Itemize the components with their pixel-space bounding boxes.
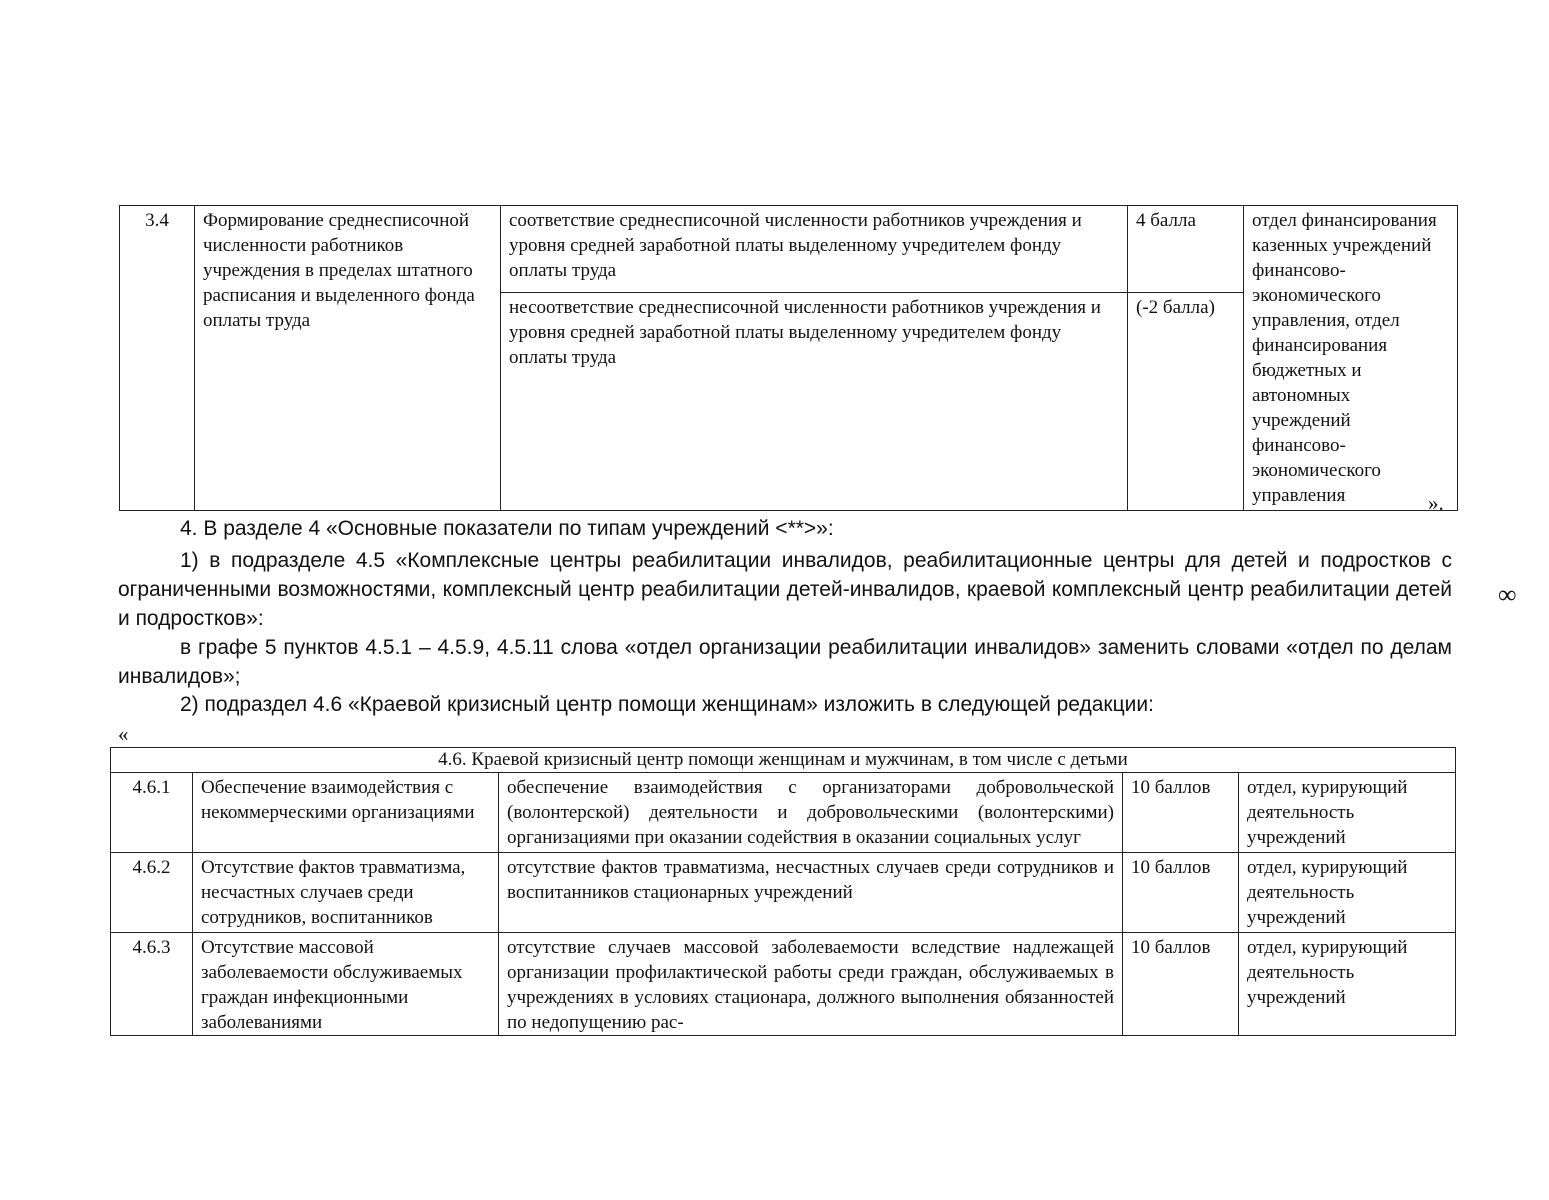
criterion-cell: отсутствие фактов травматизма, несчастных случаев среди сотрудников и воспитанников стационарных учреждений [499, 853, 1123, 933]
table-row [120, 206, 1458, 293]
responsible-cell: отдел финансирования казенных учреждений финансово-экономического управления, отдел финансирования бюджетных и автономных учреждений финансово-экономического управления [1244, 206, 1458, 511]
score-cell: (-2 балла) [1128, 292, 1244, 510]
criterion-cell: отсутствие случаев массовой заболеваемости вследствие надлежащей организации профилактической работы среди граждан, обслуживаемых в учреждениях в условиях стационара, должного выполнения обязанностей по недопущению рас- [499, 933, 1123, 1036]
responsible-cell: отдел, курирующий деятельность учреждений [1239, 853, 1456, 933]
page-number: ∞ [1498, 580, 1517, 609]
score-cell: 10 баллов [1123, 933, 1239, 1036]
table-3-4 [119, 205, 1458, 511]
row-number: 4.6.3 [111, 933, 193, 1036]
row-number: 4.6.1 [111, 773, 193, 853]
paragraph-4: 2) подраздел 4.6 «Краевой кризисный центр помощи женщинам» изложить в следующей редакции: [180, 693, 1154, 716]
indicator-name: Формирование среднесписочной численности работников учреждения в пределах штатного расписания и выделенного фонда оплаты труда [195, 206, 501, 511]
score-cell: 10 баллов [1123, 773, 1239, 853]
table-row [111, 773, 1456, 853]
responsible-cell: отдел, курирующий деятельность учреждений [1239, 933, 1456, 1036]
opening-quote: « [118, 722, 129, 746]
responsible-cell: отдел, курирующий деятельность учреждений [1239, 773, 1456, 853]
indicator-name: Обеспечение взаимодействия с некоммерческими организациями [193, 773, 499, 853]
row-number: 4.6.2 [111, 853, 193, 933]
score-cell: 10 баллов [1123, 853, 1239, 933]
criterion-cell: несоответствие среднесписочной численности работников учреждения и уровня средней заработной платы выделенному учредителем фонду оплаты труда [501, 292, 1128, 510]
indicator-name: Отсутствие фактов травматизма, несчастных случаев среди сотрудников, воспитанников [193, 853, 499, 933]
indicator-name: Отсутствие массовой заболеваемости обслуживаемых граждан инфекционными заболеваниями [193, 933, 499, 1036]
closing-quote: ». [1428, 491, 1444, 515]
score-cell: 4 балла [1128, 206, 1244, 293]
table-row [111, 933, 1456, 1036]
paragraph-2: 1) в подразделе 4.5 «Комплексные центры реабилитации инвалидов, реабилитационные центры для детей и подростков с ограниченными возможностями, комплексный центр реабилитации детей-инвалидов, краевой комплексный центр реабилитации детей и подростков»: [118, 549, 1452, 630]
table-row [111, 853, 1456, 933]
criterion-cell: обеспечение взаимодействия с организаторами добровольческой (волонтерской) деятельности и добровольческими (волонтерскими) организациями при оказании содействия в оказании социальных услуг [499, 773, 1123, 853]
table-4-6 [110, 747, 1456, 1036]
paragraph-3: в графе 5 пунктов 4.5.1 – 4.5.9, 4.5.11 слова «отдел организации реабилитации инвалидов» заменить словами «отдел по делам инвалидов»; [118, 636, 1452, 688]
table-header: 4.6. Краевой кризисный центр помощи женщинам и мужчинам, в том числе с детьми [111, 748, 1456, 773]
paragraph-1: 4. В разделе 4 «Основные показатели по типам учреждений <**>»: [180, 517, 834, 540]
table-header-row [111, 748, 1456, 773]
row-number: 3.4 [120, 206, 195, 511]
criterion-cell: соответствие среднесписочной численности работников учреждения и уровня средней заработной платы выделенному учредителем фонду оплаты труда [501, 206, 1128, 293]
